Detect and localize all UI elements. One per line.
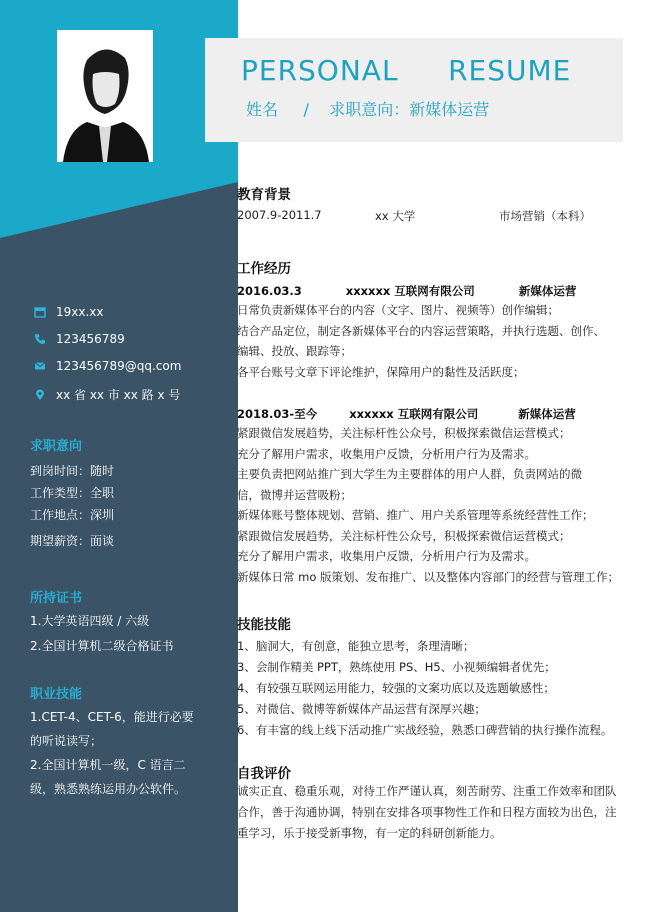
intent-label: 求职意向：新媒体运营 xyxy=(329,100,490,119)
skills-heading: 技能技能 xyxy=(237,617,291,633)
title-part-2: RESUME xyxy=(448,54,572,87)
job-line: 新媒体日常 mo 版策划、发布推广、以及整体内容部门的经营与管理工作； xyxy=(237,569,620,584)
job-line: 结合产品定位，制定各新媒体平台的内容运营策略，并执行选题、创作、 xyxy=(237,323,605,338)
skill-item: 4、有较强互联网运用能力，较强的文案功底以及选题敏感性； xyxy=(237,681,555,695)
skills-list xyxy=(237,636,620,741)
calendar-icon xyxy=(34,306,46,318)
separator: / xyxy=(303,100,309,119)
phone-icon xyxy=(34,333,46,345)
intent-item: 工作类型：全职 xyxy=(30,486,115,500)
self-eval-heading: 自我评价 xyxy=(237,766,291,782)
cert-heading: 所持证书 xyxy=(30,591,83,606)
job-description xyxy=(237,300,620,382)
work-heading: 工作经历 xyxy=(237,261,291,277)
job-company: xxxxxx 互联网有限公司 xyxy=(345,284,475,298)
skill-item: 6、有丰富的线上线下活动推广实战经验，熟悉口碑营销的执行操作流程。 xyxy=(237,723,613,737)
cert-list xyxy=(30,609,173,659)
job-line: 日常负责新媒体平台的内容（文字、图片、视频等）创作编辑； xyxy=(237,303,559,317)
self-eval-line: 重学习，乐于接受新事物，有一定的科研创新能力。 xyxy=(237,826,502,840)
skill-item: 5、对微信、微博等新媒体产品运营有深厚兴趣； xyxy=(237,702,486,716)
skill-item: 3、会制作精美 PPT，熟练使用 PS、H5、小视频编辑者优先； xyxy=(237,660,556,674)
job-line: 主要负责把网站推广到大学生为主要群体的用户人群，负责网站的微 xyxy=(237,467,582,481)
job-line: 新媒体账号整体规划、营销、推广、用户关系管理等系统经营性工作； xyxy=(237,508,594,522)
avatar xyxy=(57,30,153,162)
portrait-icon xyxy=(57,30,153,162)
job-header xyxy=(237,406,576,422)
birth-text: 19xx.xx xyxy=(56,305,104,319)
job-header xyxy=(237,283,576,299)
address-text: xx 省 xx 市 xx 路 x 号 xyxy=(56,388,181,402)
education-major: 市场营销（本科） xyxy=(499,209,591,223)
intent-item: 到岗时间：随时 xyxy=(30,464,115,478)
job-date: 2018.03-至今 xyxy=(237,407,318,421)
self-eval-line: 诚实正直、稳重乐观，对待工作严谨认真，刻苦耐劳、注重工作效率和团队 xyxy=(237,784,617,798)
intent-item: 期望薪资：面谈 xyxy=(30,534,115,548)
cert-item: 1.大学英语四级 / 六级 xyxy=(30,614,150,628)
skill-line: 2.全国计算机一级，C 语言二 xyxy=(30,758,186,772)
job-line: 紧跟微信发展趋势，关注标杆性公众号，积极探索微信运营模式； xyxy=(237,528,571,543)
cert-item: 2.全国计算机二级合格证书 xyxy=(30,639,174,653)
intent-item: 工作地点：深圳 xyxy=(30,508,115,522)
job-line: 充分了解用户需求，收集用户反馈，分析用户行为及需求。 xyxy=(237,446,536,461)
job-description xyxy=(237,423,620,587)
education-row xyxy=(237,208,617,224)
intent-heading: 求职意向 xyxy=(30,439,83,454)
mail-icon xyxy=(34,360,46,372)
job-role: 新媒体运营 xyxy=(518,407,576,421)
contact-phone xyxy=(34,332,125,346)
skill-line: 的听说读写； xyxy=(30,734,103,748)
contact-address xyxy=(34,386,180,403)
name-label: 姓名 xyxy=(246,100,279,119)
skill-list xyxy=(30,705,194,801)
skill-heading: 职业技能 xyxy=(30,687,83,702)
intent-list xyxy=(30,460,114,552)
phone-text: 123456789 xyxy=(56,332,125,346)
job-line: 各平台账号文章下评论维护，保障用户的黏性及活跃度； xyxy=(237,364,525,379)
resume-subtitle xyxy=(246,97,489,120)
education-period: 2007.9-2011.7 xyxy=(237,208,322,222)
job-line: 紧跟微信发展趋势，关注标杆性公众号，积极探索微信运营模式； xyxy=(237,426,571,440)
self-eval-text xyxy=(237,781,620,844)
job-date: 2016.03.3 xyxy=(237,284,302,298)
skill-item: 1、脑洞大，有创意，能独立思考，条理清晰； xyxy=(237,639,475,653)
self-eval-line: 合作，善于沟通协调，特别在安排各项事物性工作和日程方面较为出色，注 xyxy=(237,805,617,819)
job-line: 信，微博并运营吸粉； xyxy=(237,487,352,502)
job-line: 充分了解用户需求，收集用户反馈，分析用户行为及需求。 xyxy=(237,549,536,563)
job-company: xxxxxx 互联网有限公司 xyxy=(349,407,479,421)
contact-email xyxy=(34,359,181,373)
location-icon xyxy=(34,389,46,401)
contact-birth xyxy=(34,305,104,319)
skill-line: 1.CET-4、CET-6，能进行必要 xyxy=(30,710,194,724)
skill-line: 级，熟悉熟练运用办公软件。 xyxy=(30,782,187,796)
job-role: 新媒体运营 xyxy=(518,284,577,298)
education-school: xx 大学 xyxy=(375,209,416,223)
resume-title xyxy=(241,54,571,87)
title-part-1: PERSONAL xyxy=(241,54,399,87)
email-text: 123456789@qq.com xyxy=(56,359,182,373)
education-heading: 教育背景 xyxy=(237,187,291,203)
job-line: 编辑、投放、跟踪等； xyxy=(237,344,352,358)
